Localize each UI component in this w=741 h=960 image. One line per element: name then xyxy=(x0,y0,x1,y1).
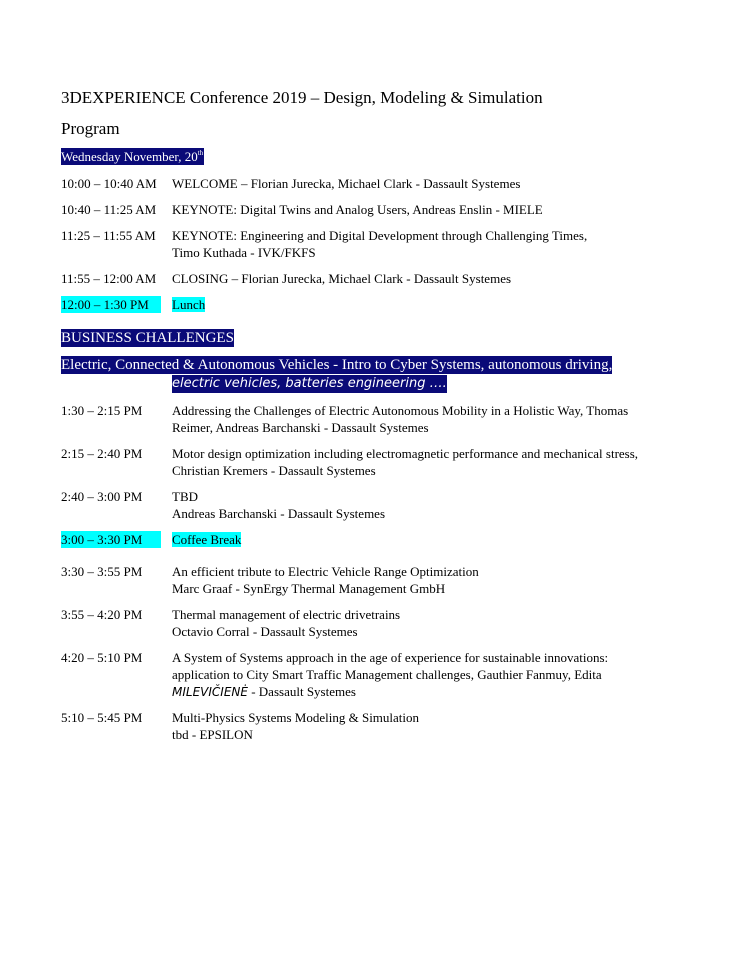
lunch-desc xyxy=(172,296,702,313)
session-desc xyxy=(172,227,702,261)
session-line: Addressing the Challenges of Electric Autonomous Mobility in a Holistic Way, Thomas xyxy=(172,403,629,418)
session-desc xyxy=(172,563,702,597)
session-time: 4:20 – 5:10 PM xyxy=(61,650,143,665)
lunch-label: Lunch xyxy=(172,297,206,312)
session-line: Motor design optimization including electromagnetic performance and mechanical stress, xyxy=(172,446,639,461)
coffee-label: Coffee Break xyxy=(172,532,242,547)
session-desc xyxy=(172,402,702,436)
session-line: Reimer, Andreas Barchanski - Dassault Systemes xyxy=(172,420,429,435)
session-time: 10:40 – 11:25 AM xyxy=(61,202,157,217)
session-line: A System of Systems approach in the age of experience for sustainable innovations: xyxy=(172,650,609,665)
session-line: Octavio Corral - Dassault Systemes xyxy=(172,624,358,639)
session-time: 3:55 – 4:20 PM xyxy=(61,607,143,622)
session-time: 2:40 – 3:00 PM xyxy=(61,489,143,504)
session-time: 11:25 – 11:55 AM xyxy=(61,228,156,243)
page-title: 3DEXPERIENCE Conference 2019 – Design, Modeling & Simulation xyxy=(61,88,543,107)
session-line xyxy=(172,683,702,701)
session-desc xyxy=(172,488,702,522)
session-desc xyxy=(172,201,702,218)
session-line: Andreas Barchanski - Dassault Systemes xyxy=(172,506,386,521)
session-line: KEYNOTE: Digital Twins and Analog Users, Andreas Enslin - MIELE xyxy=(172,202,543,217)
day-suffix: th xyxy=(197,149,204,157)
session-line: KEYNOTE: Engineering and Digital Development through Challenging Times, xyxy=(172,228,588,243)
session-time: 5:10 – 5:45 PM xyxy=(61,710,143,725)
session-desc xyxy=(172,270,702,287)
session-line: application to City Smart Traffic Management challenges, Gauthier Fanmuy, Edita xyxy=(172,667,602,682)
speaker-company: - Dassault Systemes xyxy=(247,684,356,699)
session-desc xyxy=(172,649,702,701)
page-subtitle: Program xyxy=(61,119,120,138)
session-line: tbd - EPSILON xyxy=(172,727,253,742)
day-label: Wednesday November, 20 xyxy=(61,149,198,164)
session-line: Marc Graaf - SynErgy Thermal Management GmbH xyxy=(172,581,446,596)
day-heading xyxy=(61,148,204,165)
session-time: 3:30 – 3:55 PM xyxy=(61,564,143,579)
session-line: Multi-Physics Systems Modeling & Simulation xyxy=(172,710,420,725)
session-desc xyxy=(172,175,702,192)
session-line: TBD xyxy=(172,489,198,504)
track-subheading: electric vehicles, batteries engineering …. xyxy=(172,376,447,391)
session-line: WELCOME – Florian Jurecka, Michael Clark - Dassault Systemes xyxy=(172,176,521,191)
section-heading: BUSINESS CHALLENGES xyxy=(61,330,234,346)
session-line: Timo Kuthada - IVK/FKFS xyxy=(172,245,316,260)
coffee-time: 3:00 – 3:30 PM xyxy=(61,531,161,548)
session-time: 10:00 – 10:40 AM xyxy=(61,176,157,191)
session-time: 2:15 – 2:40 PM xyxy=(61,446,143,461)
session-desc xyxy=(172,709,702,743)
lunch-time: 12:00 – 1:30 PM xyxy=(61,296,161,313)
session-line: An efficient tribute to Electric Vehicle Range Optimization xyxy=(172,564,479,579)
speaker-surname: MILEVIČIENĖ xyxy=(172,685,248,699)
session-desc xyxy=(172,606,702,640)
session-time: 1:30 – 2:15 PM xyxy=(61,403,143,418)
session-time: 11:55 – 12:00 AM xyxy=(61,271,157,286)
session-line: Christian Kremers - Dassault Systemes xyxy=(172,463,376,478)
session-line: Thermal management of electric drivetrains xyxy=(172,607,401,622)
coffee-desc xyxy=(172,531,702,548)
track-heading: Electric, Connected & Autonomous Vehicles - Intro to Cyber Systems, autonomous driving, xyxy=(61,357,613,373)
session-desc xyxy=(172,445,702,479)
session-line: CLOSING – Florian Jurecka, Michael Clark - Dassault Systemes xyxy=(172,271,512,286)
